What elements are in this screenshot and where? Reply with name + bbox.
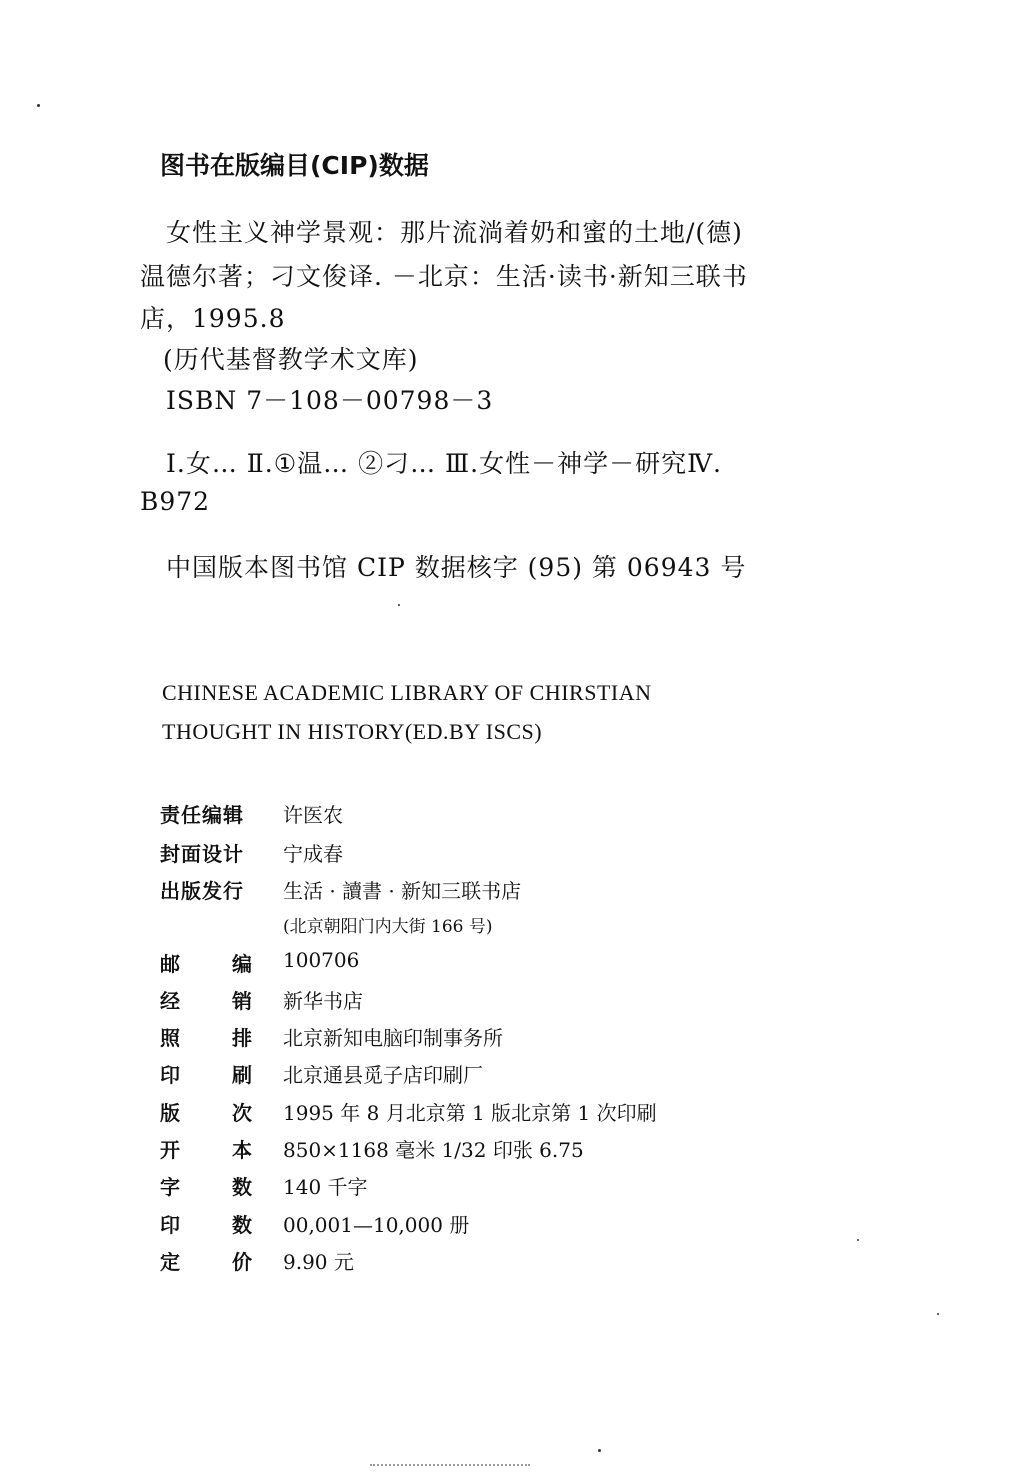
scan-speck	[398, 604, 400, 606]
publisher-value: 生活 · 讀書 · 新知三联书店	[283, 879, 522, 903]
cip-subject-line: Ⅰ.女… Ⅱ.①温… ②刁… Ⅲ.女性－神学－研究Ⅳ.	[166, 449, 722, 478]
word-count-value: 140 千字	[283, 1175, 368, 1199]
printing-label-char-2: 刷	[232, 1063, 252, 1087]
scan-speck	[37, 104, 40, 107]
print-run-value: 00,001—10,000 册	[283, 1213, 470, 1237]
price-label-char-2: 价	[232, 1250, 252, 1274]
word-count-label-char-1: 字	[160, 1175, 180, 1199]
typesetting-label-char-1: 照	[160, 1026, 180, 1050]
scan-speck	[598, 1449, 601, 1452]
distributor-label-char-1: 经	[160, 989, 180, 1013]
edition-label-char-2: 次	[232, 1101, 252, 1125]
cip-isbn-line: ISBN 7－108－00798－3	[166, 386, 494, 415]
scan-speck	[857, 1239, 859, 1241]
publisher-address: (北京朝阳门内大街 166 号)	[283, 917, 493, 937]
distributor-value: 新华书店	[283, 989, 363, 1013]
cip-publisher-line: 店，1995.8	[140, 304, 286, 333]
cip-series-line: (历代基督教学术文库)	[163, 345, 419, 374]
print-run-label-char-2: 数	[232, 1213, 252, 1237]
cover-design-label: 封面设计	[160, 842, 244, 866]
editor-label: 责任编辑	[160, 803, 244, 827]
series-english-line-1: CHINESE ACADEMIC LIBRARY OF CHIRSTIAN	[162, 680, 652, 705]
format-label-char-1: 开	[160, 1138, 180, 1162]
typesetting-label-char-2: 排	[232, 1026, 252, 1050]
word-count-label-char-2: 数	[232, 1175, 252, 1199]
price-value: 9.90 元	[283, 1250, 354, 1274]
edition-value: 1995 年 8 月北京第 1 版北京第 1 次印刷	[283, 1101, 657, 1125]
publisher-label: 出版发行	[160, 879, 244, 903]
cip-title-line: 女性主义神学景观：那片流淌着奶和蜜的土地/(德)	[166, 218, 743, 247]
format-value: 850×1168 毫米 1/32 印张 6.75	[283, 1138, 584, 1162]
distributor-label-char-2: 销	[232, 989, 252, 1013]
typesetting-value: 北京新知电脑印制事务所	[283, 1026, 503, 1050]
cip-record-number-line: 中国版本图书馆 CIP 数据核字 (95) 第 06943 号	[166, 553, 747, 582]
editor-value: 许医农	[283, 803, 343, 827]
postcode-value: 100706	[283, 948, 360, 972]
edition-label-char-1: 版	[160, 1101, 180, 1125]
format-label-char-2: 本	[232, 1138, 252, 1162]
cip-heading: 图书在版编目(CIP)数据	[160, 151, 429, 180]
printing-label-char-1: 印	[160, 1063, 180, 1087]
postcode-label-char-1: 邮	[160, 952, 180, 976]
cip-author-line: 温德尔著；刁文俊译. －北京：生活·读书·新知三联书	[140, 262, 748, 291]
cover-design-value: 宁成春	[283, 842, 343, 866]
price-label-char-1: 定	[160, 1250, 180, 1274]
series-english-line-2: THOUGHT IN HISTORY(ED.BY ISCS)	[162, 719, 543, 744]
cip-classification-line: B972	[140, 487, 211, 516]
postcode-label-char-2: 编	[232, 952, 252, 976]
scan-speck	[937, 1313, 939, 1315]
scan-noise-line	[370, 1464, 530, 1468]
printing-value: 北京通县觅子店印刷厂	[283, 1063, 483, 1087]
print-run-label-char-1: 印	[160, 1213, 180, 1237]
